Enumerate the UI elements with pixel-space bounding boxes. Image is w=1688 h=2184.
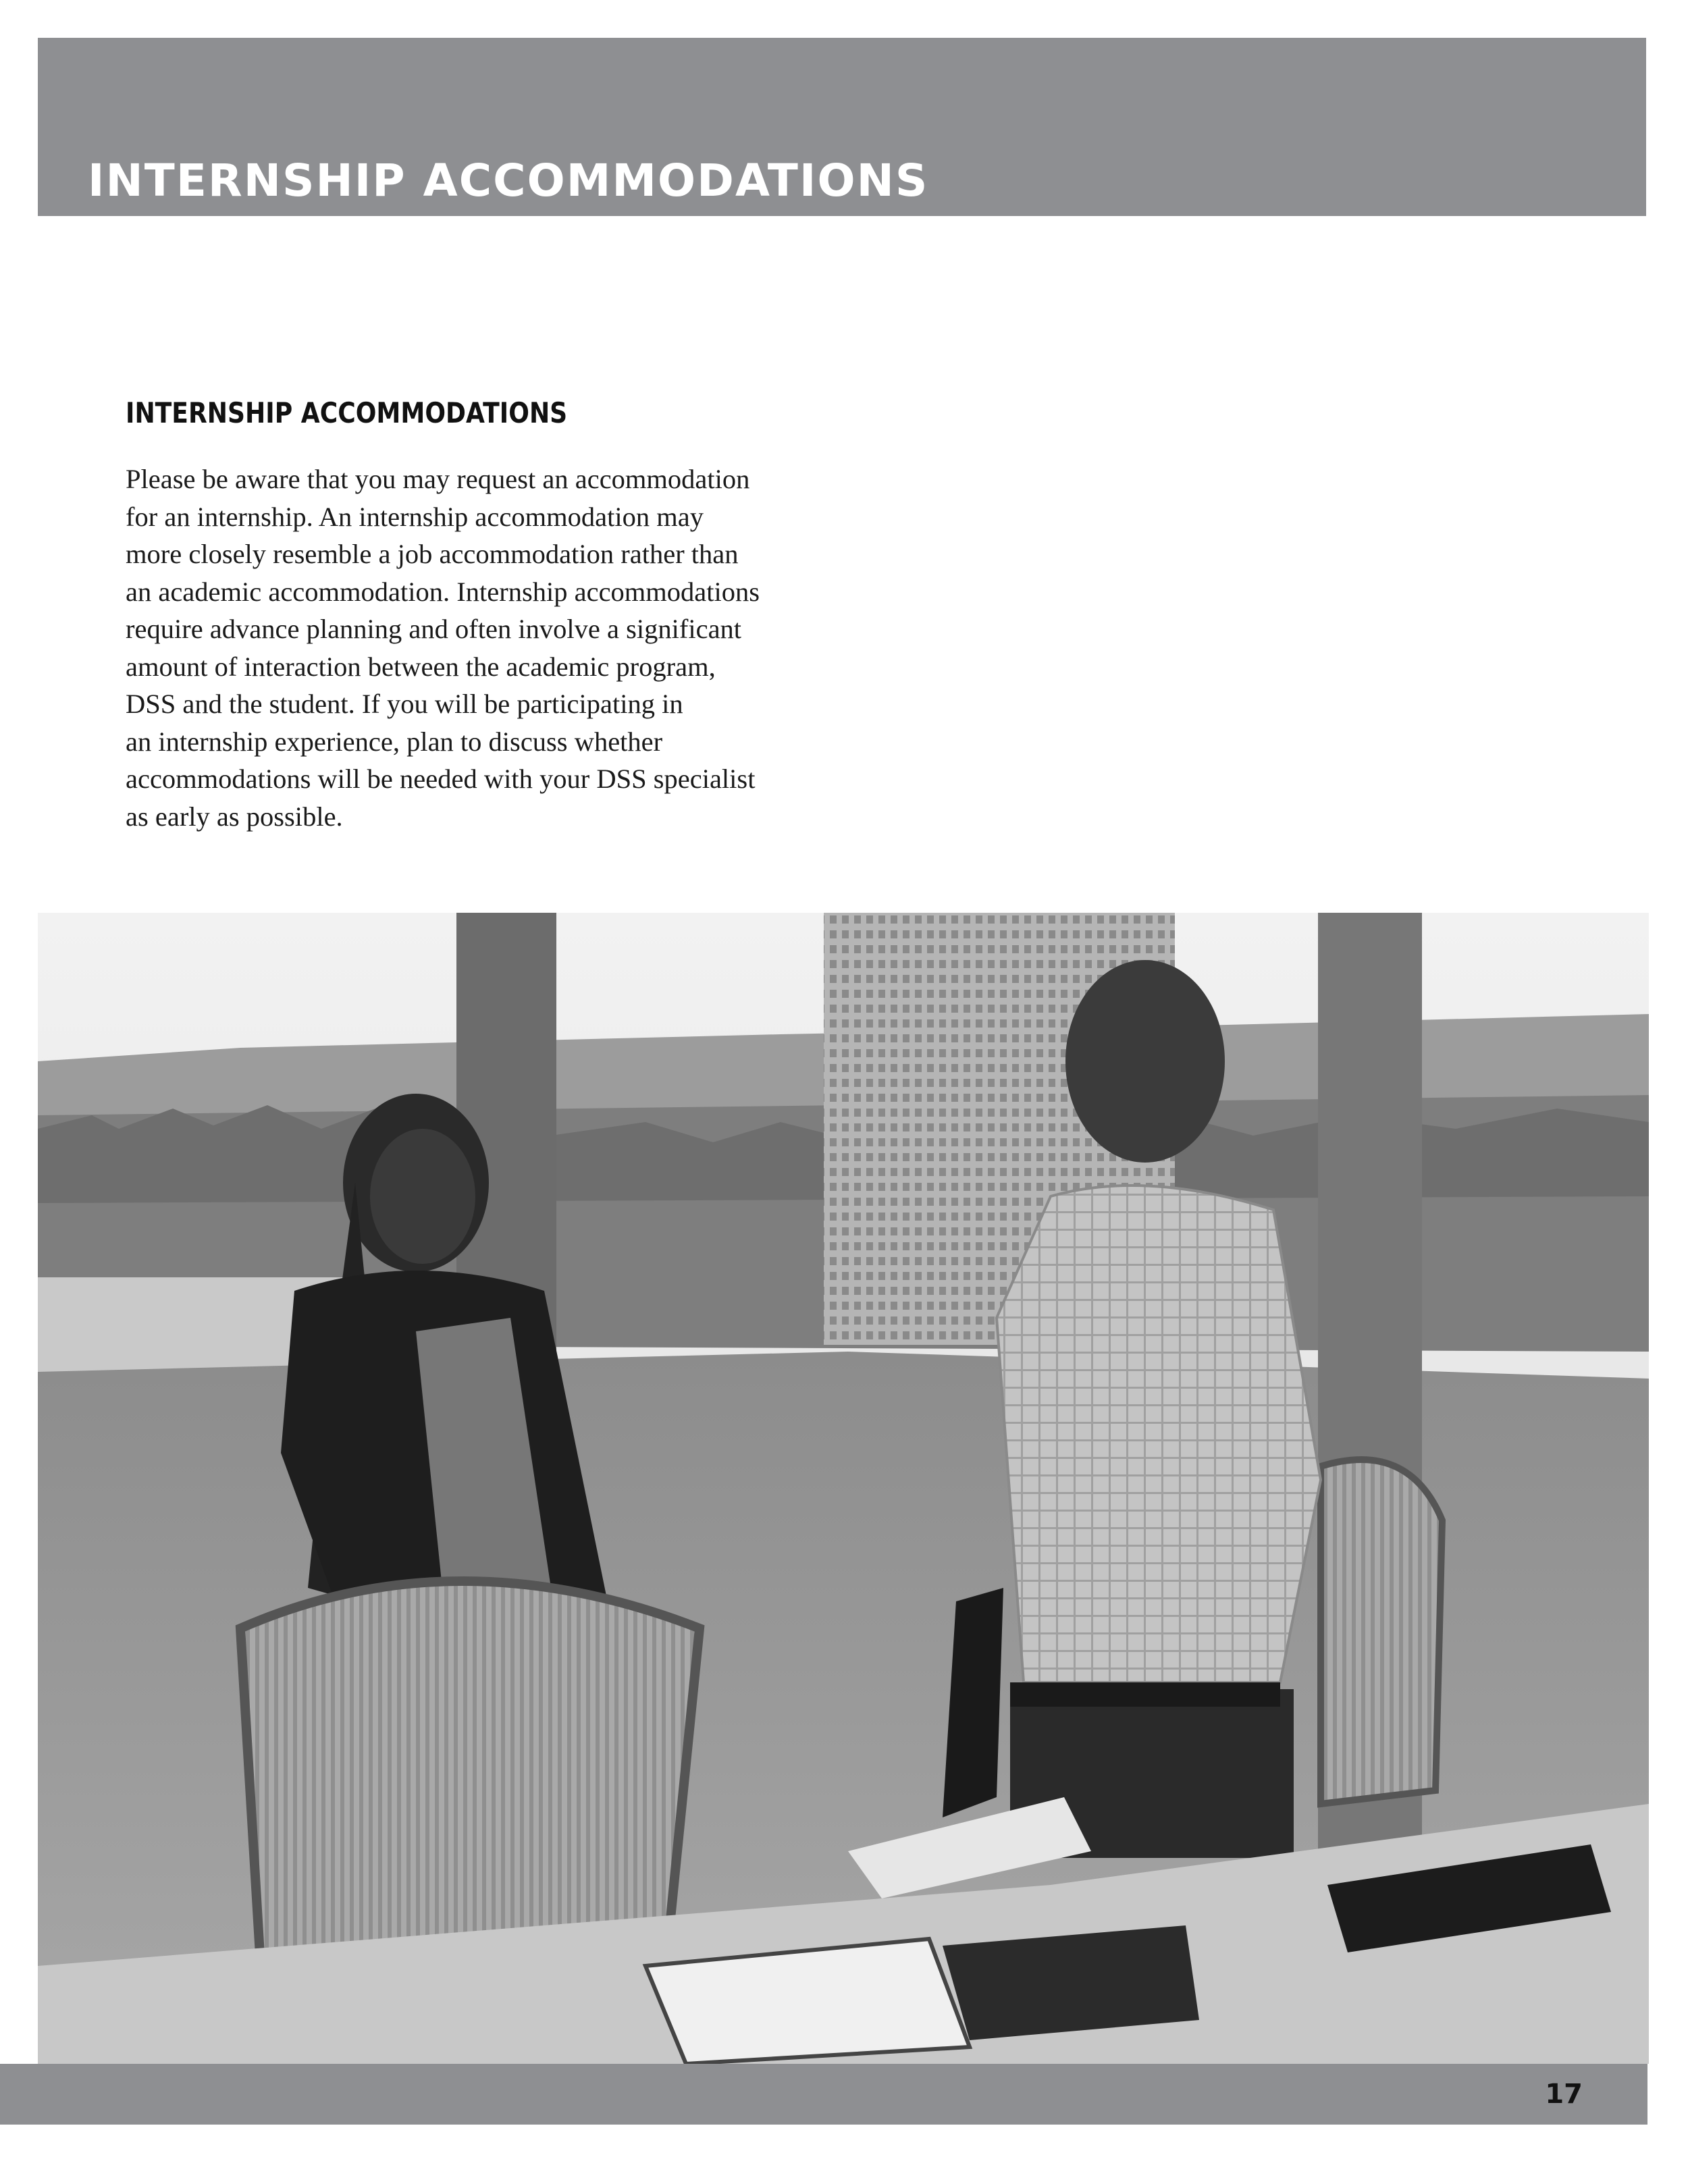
body-line: for an internship. An internship accommodation may <box>126 501 704 532</box>
office-photo <box>38 913 1649 2064</box>
body-line: as early as possible. <box>126 801 343 832</box>
section-heading: INTERNSHIP ACCOMMODATIONS <box>126 396 568 429</box>
page-number: 17 <box>1545 2079 1583 2110</box>
leather-portfolio <box>943 1925 1199 2040</box>
woman-face <box>370 1129 475 1264</box>
man-belt <box>1010 1682 1280 1707</box>
office-chair-right <box>1321 1460 1442 1804</box>
body-paragraph <box>126 460 828 835</box>
body-line: an internship experience, plan to discuss whether <box>126 726 663 757</box>
body-line: DSS and the student. If you will be participating in <box>126 689 683 719</box>
footer-bar <box>0 2064 1647 2125</box>
body-line: accommodations will be needed with your DSS specialist <box>126 764 756 794</box>
body-line: an academic accommodation. Internship accommodations <box>126 576 760 607</box>
body-line: more closely resemble a job accommodation rather than <box>126 539 739 569</box>
office-photo-illustration <box>38 913 1649 2064</box>
body-line: Please be aware that you may request an accommodation <box>126 464 750 494</box>
man-shirt <box>997 1186 1321 1682</box>
body-line: require advance planning and often involve a significant <box>126 614 742 644</box>
man-head <box>1065 960 1225 1163</box>
page-title: INTERNSHIP ACCOMMODATIONS <box>88 155 929 207</box>
body-line: amount of interaction between the academic program, <box>126 651 716 682</box>
